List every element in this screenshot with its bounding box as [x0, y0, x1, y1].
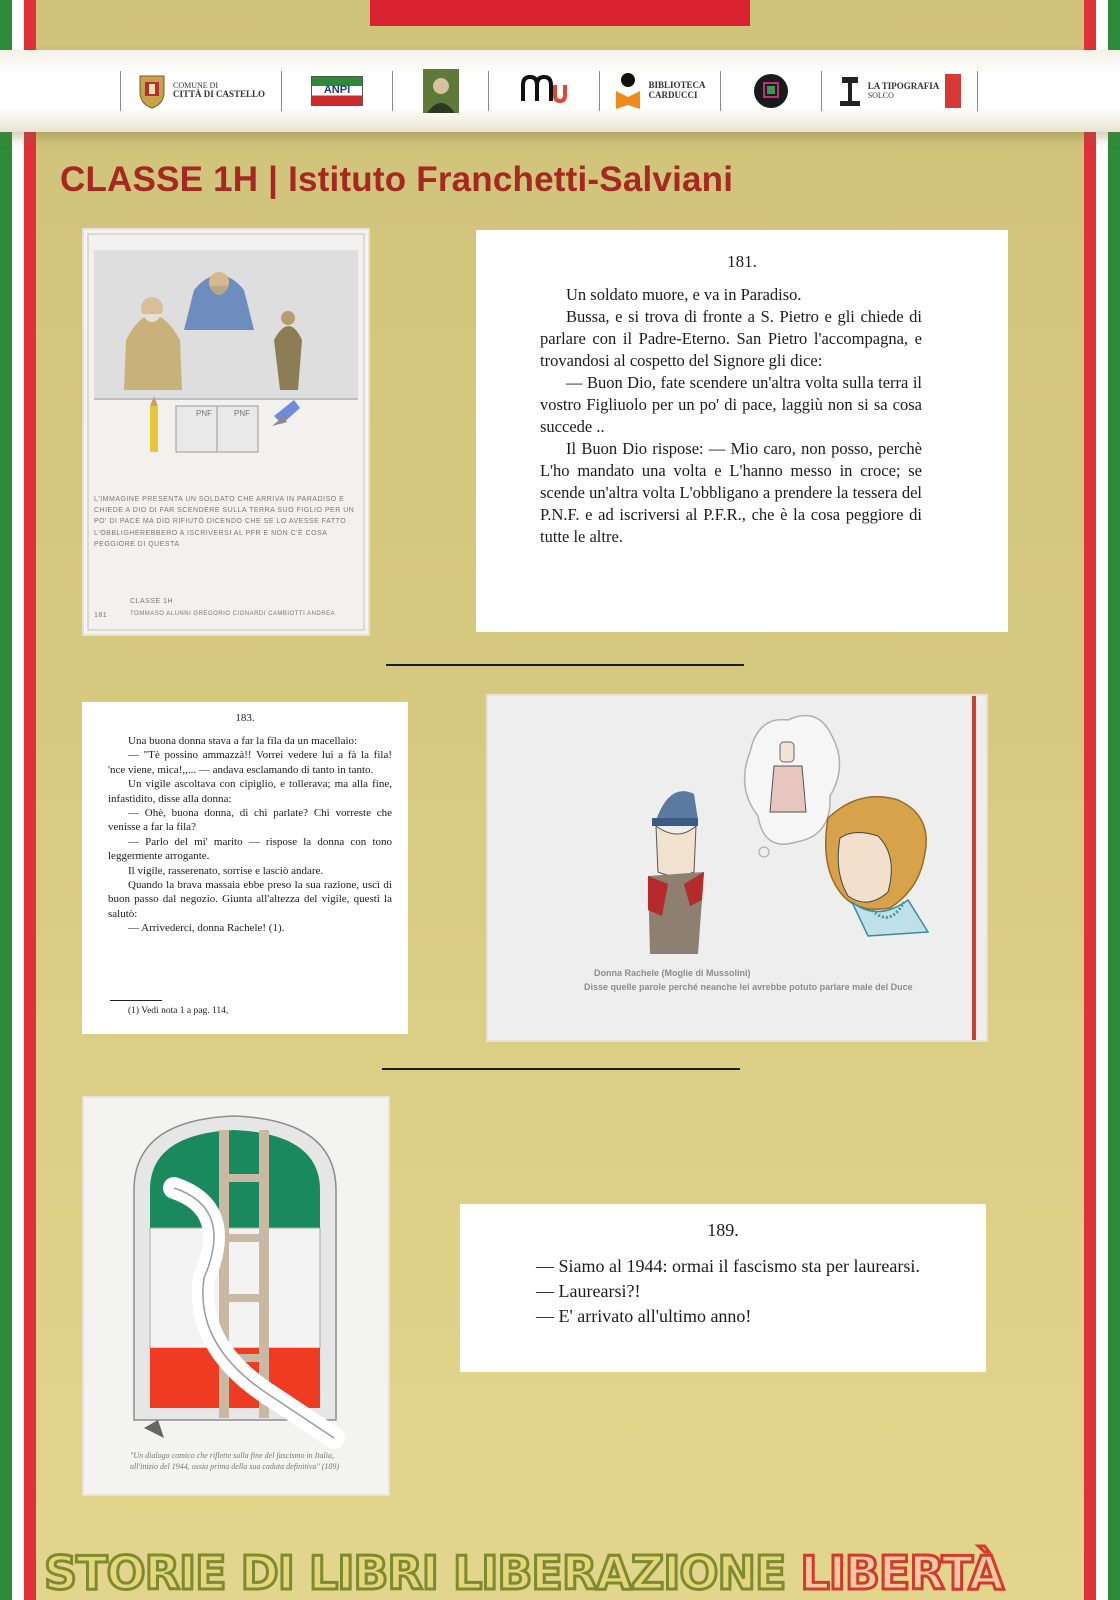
joke-189-paragraph: — E' arrivato all'ultimo anno!: [536, 1306, 752, 1326]
tipografia-name: LA TIPOGRAFIA: [867, 80, 940, 91]
joke-183-paragraph: — Parlo del mi' marito — rispose la donna con tono leggermente arrogante.: [108, 835, 392, 863]
biblioteca-line2: CARDUCCI: [648, 90, 698, 100]
logo-separator: [977, 71, 978, 111]
flag-border-white-right: [1096, 0, 1108, 1600]
joke-189-text: [506, 1254, 936, 1329]
tipografia-logo: [822, 73, 977, 109]
joke-181-paragraph: Bussa, e si trova di fronte a S. Pietro e gli chiede di parlare con il Padre-Eterno. San Pietro l'accompagna, e trovandosi al cospetto del Signore gli dice:: [540, 307, 922, 370]
page-title: CLASSE 1H | Istituto Franchetti-Salviani: [60, 160, 734, 199]
top-red-bar: [370, 0, 750, 26]
joke-183-paragraph: — Ohè, buona donna, di chi parlate? Chi vorreste che venisse a far la fila?: [108, 807, 392, 834]
logo-row: [120, 68, 1010, 114]
joke-183-paragraph: Quando la brava massaia ebbe preso la sua razione, uscì di buon passo dal negozio. Giunta all'altezza del vigile, questi la salutò:: [108, 879, 392, 920]
solco-name: SOLCO: [867, 90, 894, 100]
footnote-rule: [110, 1000, 162, 1001]
joke-181-paragraph: Un soldato muore, e va in Paradiso.: [566, 285, 802, 304]
flag-border-red-left: [24, 0, 36, 1600]
joke-189-number: 189.: [707, 1220, 739, 1240]
comune-line2: CITTÀ DI CASTELLO: [172, 89, 266, 100]
joke-panel-183: [82, 702, 408, 1034]
joke-181-text: [540, 284, 922, 548]
ladder-flag-illustration: [84, 1098, 388, 1494]
footer-banner: [44, 1546, 1084, 1600]
drawing-2-caption-text: Disse quelle parole perché neanche lei avrebbe potuto parlare male del Duce: [584, 982, 913, 992]
student-drawing-rachele: [488, 696, 986, 1040]
portrait-icon: [423, 69, 459, 113]
student-drawing-paradise: [84, 230, 368, 634]
joke-183-paragraph: Una buona donna stava a far la fila da un macellaio:: [128, 735, 358, 747]
joke-183-paragraph: — Arrivederci, donna Rachele! (1).: [128, 922, 285, 935]
comune-logo: [121, 72, 281, 110]
footer-title-part1: STORIE DI LIBRI LIBERAZIONE: [44, 1546, 786, 1600]
joke-183-paragraph: — "Tè possino ammazzà!! Vorrei vedere lui a fà la fila! 'nce viene, mica!,,... — andava esclamando di tanto in tanto.: [108, 749, 392, 776]
drawing-3-caption: "Un dialogo comico che riflette sulla fine del fascismo in Italia, all'inizio del 1944, ossia prima della sua caduta definitiva" (189): [130, 1451, 340, 1472]
student-drawing-1944: [84, 1098, 388, 1494]
joke-183-number: 183.: [235, 712, 255, 724]
joke-189-paragraph: — Laurearsi?!: [536, 1281, 641, 1301]
joke-181-number: 181.: [727, 252, 757, 271]
joke-183-paragraph: Un vigile ascoltava con cipiglio, e tollerava; ma alla fine, infastidito, disse alla donna:: [108, 778, 392, 805]
joke-183-paragraph: Il vigile, rasserenato, sorrise e lasciò andare.: [128, 864, 324, 877]
coat-of-arms-icon: [137, 72, 167, 110]
biblioteca-line1: BIBLIOTECA: [648, 80, 706, 91]
joke-183-text: [108, 734, 392, 936]
red-book-icon: [945, 74, 961, 108]
portrait-logo: [393, 69, 488, 113]
drawing-2-caption-title: Donna Rachele (Moglie di Mussolini): [594, 968, 751, 978]
flag-border-green-left: [0, 0, 12, 1600]
biblioteca-logo-text: [648, 81, 705, 101]
joke-panel-181: [476, 230, 1008, 632]
sponsor-logo-band: [0, 50, 1120, 132]
joke-183-footnote: (1) Vedi nota 1 a pag. 114,: [128, 1006, 229, 1016]
museum-m-icon: [519, 71, 569, 111]
biblioteca-logo: [600, 71, 720, 111]
drawing-1-class: CLASSE 1H: [130, 598, 174, 605]
tipografia-logo-text: [868, 82, 940, 101]
footer-title-part2: LIBERTÀ: [800, 1546, 1004, 1600]
joke-181-paragraph: — Buon Dio, fate scendere un'altra volta sulla terra il vostro Figliuolo per un po' di pace, laggiù non si sa cosa succede ..: [540, 373, 922, 436]
pnf-box-left-label: PNF: [196, 409, 212, 418]
drawing-1-names: TOMMASO ALUNNI GREGORIO CIGNARDI CAMBIOTTI ANDREA: [130, 611, 336, 617]
section-divider: [382, 1068, 740, 1070]
section-divider: [386, 664, 744, 666]
flag-border-red-right: [1084, 0, 1096, 1600]
drawing-1-caption: L'IMMAGINE PRESENTA UN SOLDATO CHE ARRIVA IN PARADISO E CHIEDE A DIO DI FAR SCENDERE SULLA TERRA SUO FIGLIO PER UN PO' DI PACE MA DIO RIFIUTÒ DICENDO CHE SE LO AVESSE FATTO L'OBBLIGHEREBBERO A ISCRIVERSI AL PFR E NON C'È COSA PEGGIORE DI QUESTA: [94, 496, 355, 548]
joke-189-paragraph: — Siamo al 1944: ormai il fascismo sta per laurearsi.: [536, 1256, 920, 1276]
flag-border-white-left: [12, 0, 24, 1600]
press-icon: [838, 73, 862, 109]
pnf-box-right-label: PNF: [234, 409, 250, 418]
paradise-illustration: [84, 230, 368, 634]
anpi-logo: [282, 76, 392, 106]
anpi-flag-icon: [311, 76, 363, 106]
flag-border-green-right: [1108, 0, 1120, 1600]
round-logo: [721, 72, 821, 110]
anpi-text: ANPI: [323, 84, 351, 96]
round-emblem-icon: [752, 72, 790, 110]
reader-icon: [614, 71, 642, 111]
comune-logo-text: [173, 82, 265, 101]
joke-panel-189: [460, 1204, 986, 1372]
comune-line1: COMUNE DI: [172, 80, 219, 90]
drawing-1-number: 181: [94, 612, 108, 619]
joke-181-paragraph: Il Buon Dio rispose: — Mio caro, non posso, perchè L'ho mandato una volta e L'hanno messo in croce; se scende un'altra volta L'obbligano a prendere la tessera del P.N.F. e ad iscriversi al P.F.R., che è la cosa peggiore di tutte le altre.: [540, 439, 922, 546]
museum-logo: [489, 71, 599, 111]
